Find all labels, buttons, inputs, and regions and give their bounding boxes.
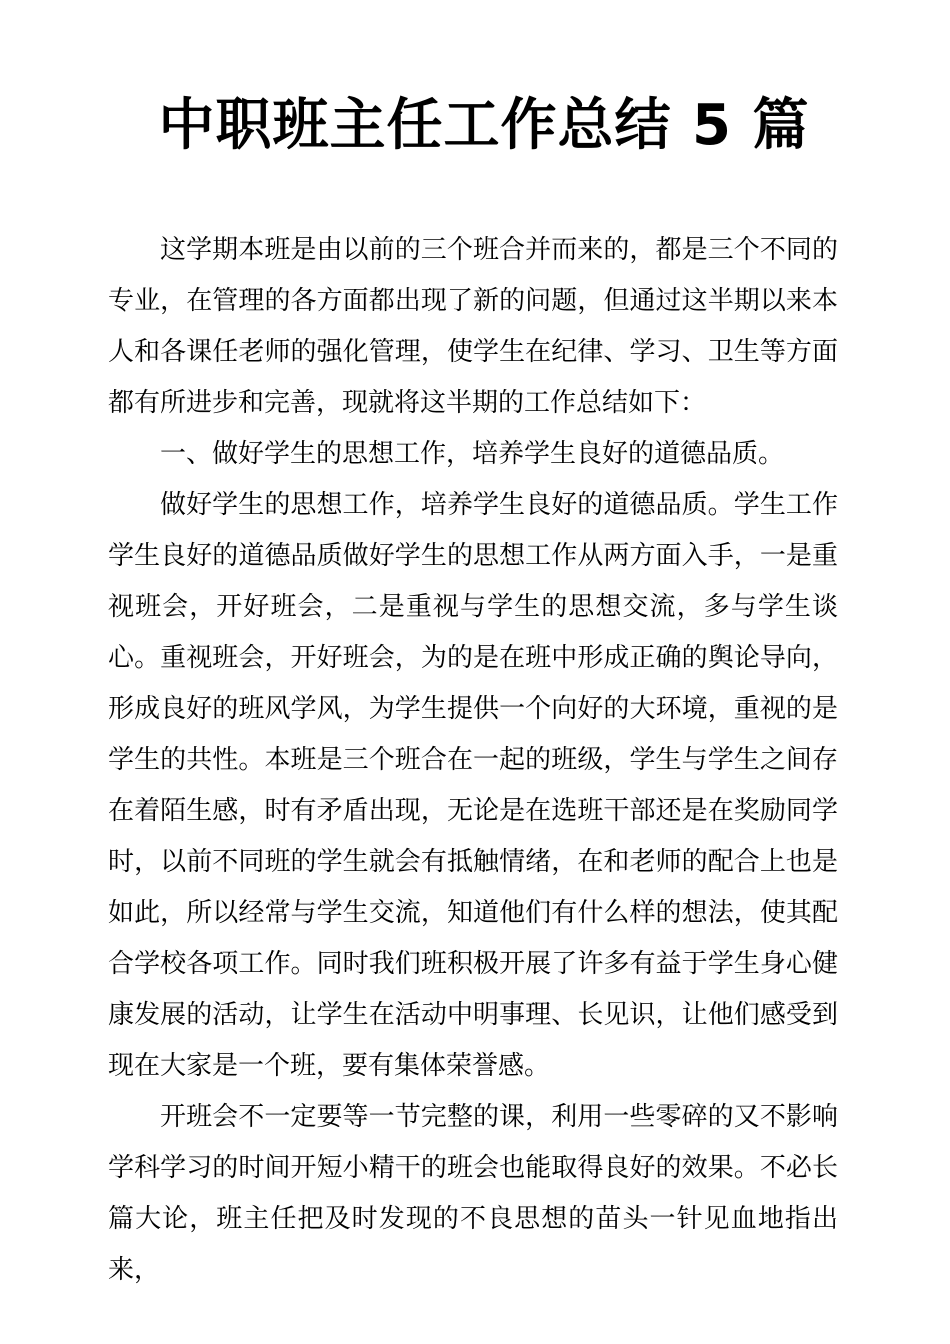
document-body [108, 225, 838, 1296]
paragraph-section-1: 做好学生的思想工作，培养学生良好的道德品质。学生工作学生良好的道德品质做好学生的思想工作从两方面入手，一是重视班会，开好班会，二是重视与学生的思想交流，多与学生谈心。重视班会，开好班会，为的是在班中形成正确的舆论导向，形成良好的班风学风，为学生提供一个向好的大环境，重视的是学生的共性。本班是三个班合在一起的班级，学生与学生之间存在着陌生感，时有矛盾出现，无论是在选班干部还是在奖励同学时，以前不同班的学生就会有抵触情绪，在和老师的配合上也是如此，所以经常与学生交流，知道他们有什么样的想法，使其配合学校各项工作。同时我们班积极开展了许多有益于学生身心健康发展的活动，让学生在活动中明事理、长见识，让他们感受到现在大家是一个班，要有集体荣誉感。 [108, 490, 838, 1081]
paragraph-class-meeting: 开班会不一定要等一节完整的课，利用一些零碎的又不影响学科学习的时间开短小精干的班会也能取得良好的效果。不必长篇大论，班主任把及时发现的不良思想的苗头一针见血地指出来， [108, 1102, 838, 1285]
paragraph-intro: 这学期本班是由以前的三个班合并而来的，都是三个不同的专业，在管理的各方面都出现了新的问题，但通过这半期以来本人和各课任老师的强化管理，使学生在纪律、学习、卫生等方面都有所进步和完善，现就将这半期的工作总结如下： [108, 235, 838, 418]
document-title: 中职班主任工作总结 5 篇 [158, 93, 810, 158]
section-heading-1: 一、做好学生的思想工作，培养学生良好的道德品质。 [160, 439, 785, 469]
